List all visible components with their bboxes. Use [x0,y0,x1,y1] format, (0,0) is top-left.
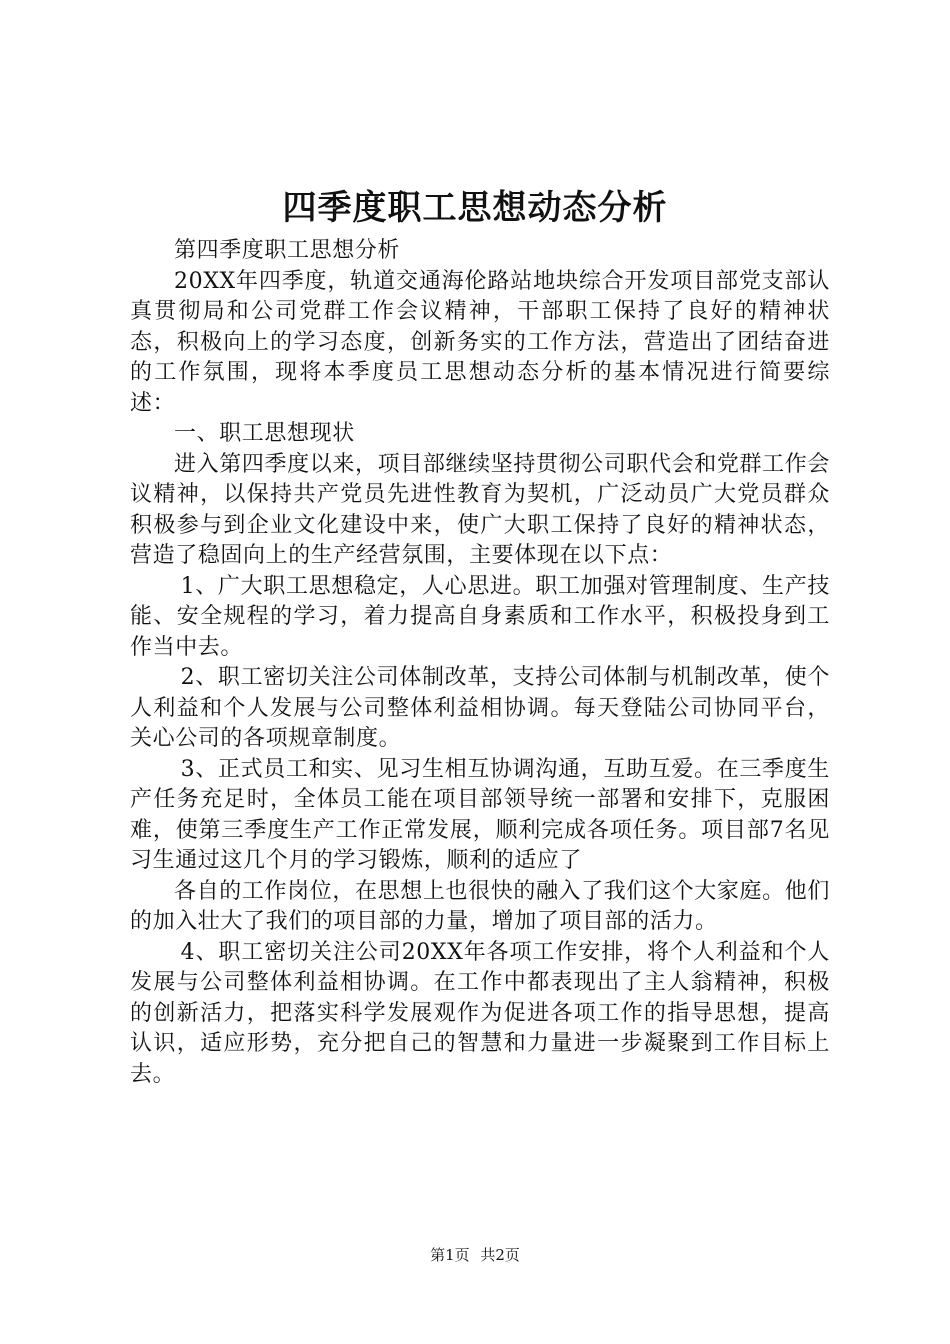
paragraph-overview: 进入第四季度以来，项目部继续坚持贯彻公司职代会和党群工作会议精神，以保持共产党员先进性教育为契机，广泛动员广大党员群众积极参与到企业文化建设中来，使广大职工保持了良好的精神状态，营造了稳固向上的生产经营氛围，主要体现在以下点： [130,451,830,568]
paragraph-subtitle: 第四季度职工思想分析 [174,238,401,263]
paragraph-point-3: 3、正式员工和实、见习生相互协调沟通，互助互爱。在三季度生产任务充足时，全体员工能在项目部领导统一部署和安排下，克服困难，使第三季度生产工作正常发展，顺利完成各项任务。项目部7名见习生通过这几个月的学习锻炼，顺利的适应了 [130,756,830,873]
page-number: 第1页 [430,1246,470,1264]
section-heading: 一、职工思想现状 [174,421,355,446]
paragraph-point-2: 2、职工密切关注公司体制改革，支持公司体制与机制改革，使个人利益和个人发展与公司整体利益相协调。每天登陆公司协同平台，关心公司的各项规章制度。 [130,665,830,751]
page-footer [0,1243,950,1267]
document-body [130,236,830,1090]
paragraph-intro: 20XX年四季度，轨道交通海伦路站地块综合开发项目部党支部认真贯彻局和公司党群工作会议精神，干部职工保持了良好的精神状态，积极向上的学习态度，创新务实的工作方法，营造出了团结奋进的工作氛围，现将本季度员工思想动态分析的基本情况进行简要综述： [130,268,830,416]
paragraph-point-1: 1、广大职工思想稳定，人心思进。职工加强对管理制度、生产技能、安全规程的学习，着力提高自身素质和工作水平，积极投身到工作当中去。 [130,573,830,660]
page-total: 共2页 [480,1246,520,1264]
document-title: 四季度职工思想动态分析 [282,188,668,228]
paragraph-point-4: 4、职工密切关注公司20XX年各项工作安排，将个人利益和个人发展与公司整体利益相协调。在工作中都表现出了主人翁精神，积极的创新活力，把落实科学发展观作为促进各项工作的指导思想，提高认识，适应形势，充分把自己的智慧和力量进一步凝聚到工作目标上去。 [130,939,830,1087]
paragraph-point-3-continued: 各自的工作岗位，在思想上也很快的融入了我们这个大家庭。他们的加入壮大了我们的项目部的力量，增加了项目部的活力。 [130,878,830,934]
